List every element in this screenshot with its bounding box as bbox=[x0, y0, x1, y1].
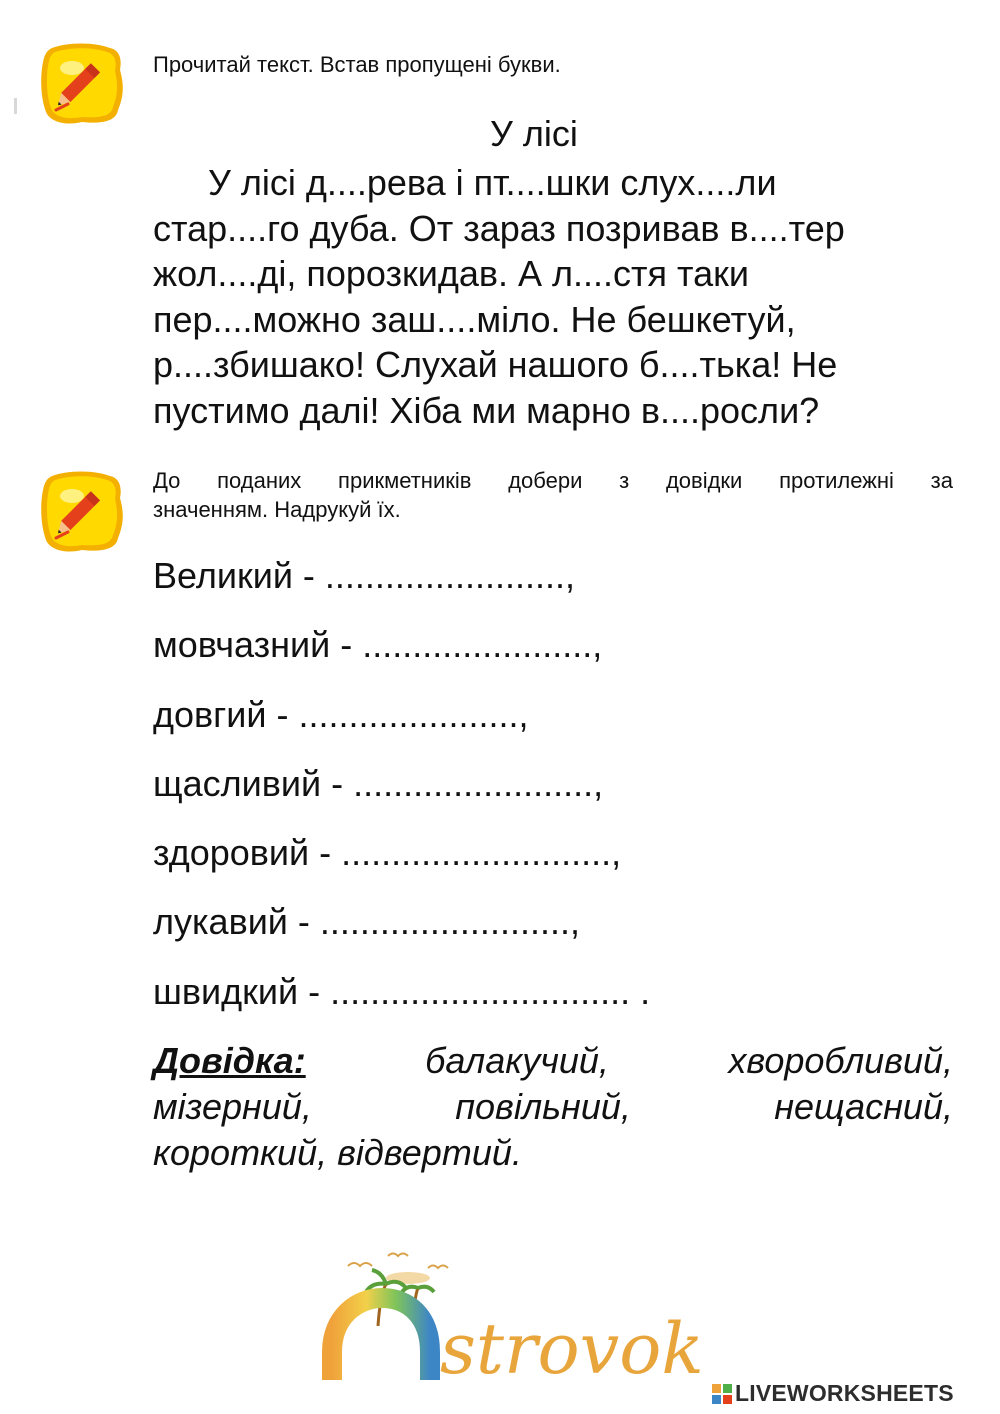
task2-instruction-line1: До поданих прикметників добери з довідки протилежні за bbox=[153, 468, 953, 493]
story-line: У лісі д....рева і пт....шки слух....ли bbox=[208, 162, 777, 203]
liveworksheets-brand bbox=[712, 1380, 954, 1407]
hint-line bbox=[153, 1038, 953, 1084]
hint-box bbox=[153, 1038, 953, 1176]
hint-word: нещасний, bbox=[774, 1086, 953, 1127]
story-text bbox=[153, 160, 953, 433]
task2-instruction-line2: значенням. Надрукуй їх. bbox=[153, 497, 401, 522]
adjective-item: лукавий - ........................., bbox=[153, 901, 580, 943]
hint-word: хворобливий, bbox=[728, 1040, 953, 1081]
logo-text: strovok bbox=[440, 1308, 704, 1390]
adjective-item: здоровий - ..........................., bbox=[153, 832, 622, 874]
brand-text: LIVEWORKSHEETS bbox=[735, 1380, 954, 1406]
hint-line bbox=[153, 1084, 953, 1130]
story-line: жол....ді, порозкидав. А л....стя таки bbox=[153, 253, 749, 294]
adjective-item: мовчазний - ......................., bbox=[153, 624, 603, 666]
adjective-item: швидкий - .............................. . bbox=[153, 970, 651, 1012]
hint-line: короткий, відвертий. bbox=[153, 1132, 522, 1173]
task1-instruction: Прочитай текст. Встав пропущені букви. bbox=[153, 52, 561, 77]
adjective-list bbox=[153, 550, 650, 1035]
hint-word: мізерний, bbox=[153, 1086, 312, 1127]
story-line: р....збишако! Слухай нашого б....тька! Не bbox=[153, 344, 838, 385]
task2-instruction bbox=[153, 466, 953, 524]
story-line: пер....можно заш....міло. Не бешкетуй, bbox=[153, 298, 796, 340]
pencil-icon bbox=[38, 40, 124, 126]
adjective-item: Великий - ........................, bbox=[153, 555, 575, 596]
story-line: стар....го дуба. От зараз позривав в....тер bbox=[153, 207, 845, 249]
liveworksheets-logo-icon bbox=[712, 1384, 732, 1404]
adjective-item: щасливий - ........................, bbox=[153, 762, 604, 804]
ostrovok-logo bbox=[318, 1248, 758, 1393]
hint-word: повільний, bbox=[455, 1086, 631, 1127]
story-title: У лісі bbox=[490, 113, 578, 154]
pencil-icon bbox=[38, 468, 124, 554]
page-speck bbox=[14, 98, 17, 114]
adjective-item: довгий - ......................, bbox=[153, 693, 529, 735]
story-line: пустимо далі! Хіба ми марно в....росли? bbox=[153, 389, 820, 431]
hint-word: балакучий, bbox=[425, 1040, 609, 1081]
hint-label: Довідка: bbox=[153, 1040, 306, 1081]
